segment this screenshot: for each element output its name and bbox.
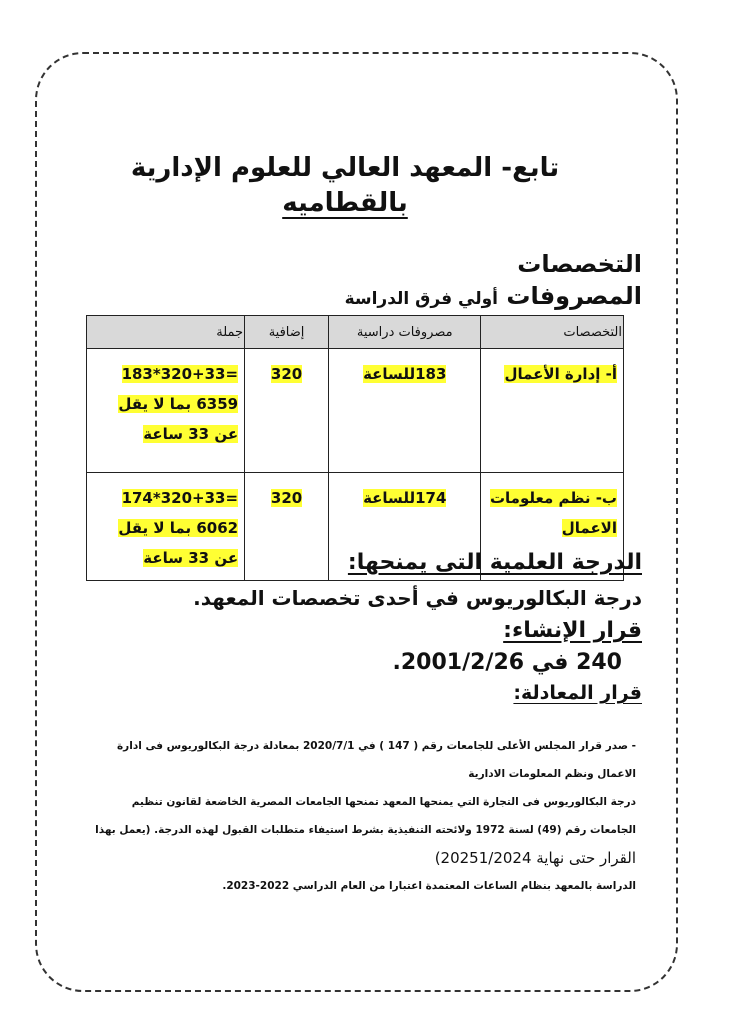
total-line: =320+33*183 bbox=[121, 365, 239, 383]
page-title-line1: تابع- المعهد العالي للعلوم الإدارية bbox=[130, 153, 560, 183]
total-line: 6062 بما لا يقل bbox=[118, 519, 239, 537]
founding-heading: قرار الإنشاء: bbox=[503, 618, 642, 643]
col-header-total: جملة bbox=[87, 316, 245, 349]
cell-additional bbox=[245, 473, 329, 581]
col-header-specialization: التخصصات bbox=[481, 316, 624, 349]
additional-text: 320 bbox=[270, 489, 303, 507]
degree-text: درجة البكالوريوس في أحدى تخصصات المعهد. bbox=[193, 586, 642, 610]
additional-text: 320 bbox=[270, 365, 303, 383]
cell-specialization bbox=[481, 349, 624, 473]
expense-text: 174للساعة bbox=[363, 489, 447, 507]
equivalence-paragraph-2 bbox=[88, 788, 636, 874]
expense-text: 183للساعة bbox=[363, 365, 447, 383]
specialization-text: ب- نظم معلومات الاعمال bbox=[489, 489, 617, 537]
col-header-additional: إضافية bbox=[245, 316, 329, 349]
equivalence-heading: قرار المعادلة: bbox=[513, 682, 642, 704]
expenses-note: أولي فرق الدراسة bbox=[344, 289, 498, 309]
total-line: عن 33 ساعة bbox=[143, 425, 239, 443]
equivalence-paragraph-2-main: درجة البكالوريوس فى التجارة التي يمنحها المعهد تمنحها الجامعات المصرية الخاضعة لقانون تنظيم الجامعات رقم (49) لسنة 1972 ولائحته التنفيذية بشرط استيفاء متطلبات القبول لهذه الدرجة. (يعمل بهذا bbox=[95, 796, 636, 836]
cell-total bbox=[87, 349, 245, 473]
expenses-heading bbox=[345, 282, 642, 310]
page-title-location: بالقطاميه bbox=[282, 188, 408, 218]
total-line: =320+33*174 bbox=[121, 489, 239, 507]
cell-total bbox=[87, 473, 245, 581]
degree-heading: الدرجة العلمية التى يمنحها: bbox=[347, 550, 642, 575]
equivalence-paragraph-2-end: القرار حتى نهاية 20251/2024) bbox=[434, 849, 636, 867]
expenses-label: المصروفات bbox=[506, 282, 642, 310]
page-title-line2 bbox=[80, 187, 610, 219]
equivalence-paragraph-3: الدراسة بالمعهد بنظام الساعات المعتمدة اعتبارا من العام الدراسي 2022-2023. bbox=[222, 880, 636, 892]
cell-expense bbox=[329, 349, 481, 473]
total-line: عن 33 ساعة bbox=[143, 549, 239, 567]
equivalence-paragraph-1: - صدر قرار المجلس الأعلى للجامعات رقم ( 147 ) في 2020/7/1 بمعادلة درجة البكالوريوس فى ادارة الاعمال ونظم المعلومات الادارية bbox=[116, 740, 636, 780]
total-line: 6359 بما لا يقل bbox=[118, 395, 239, 413]
cell-additional bbox=[245, 349, 329, 473]
specialization-text: أ- إدارة الأعمال bbox=[504, 365, 617, 383]
table-header-row bbox=[87, 316, 624, 349]
col-header-expenses: مصروفات دراسية bbox=[329, 316, 481, 349]
specializations-heading: التخصصات bbox=[517, 250, 642, 278]
fees-table bbox=[86, 315, 624, 581]
founding-text: 240 في 2001/2/26. bbox=[392, 650, 622, 675]
table-row bbox=[87, 349, 624, 473]
